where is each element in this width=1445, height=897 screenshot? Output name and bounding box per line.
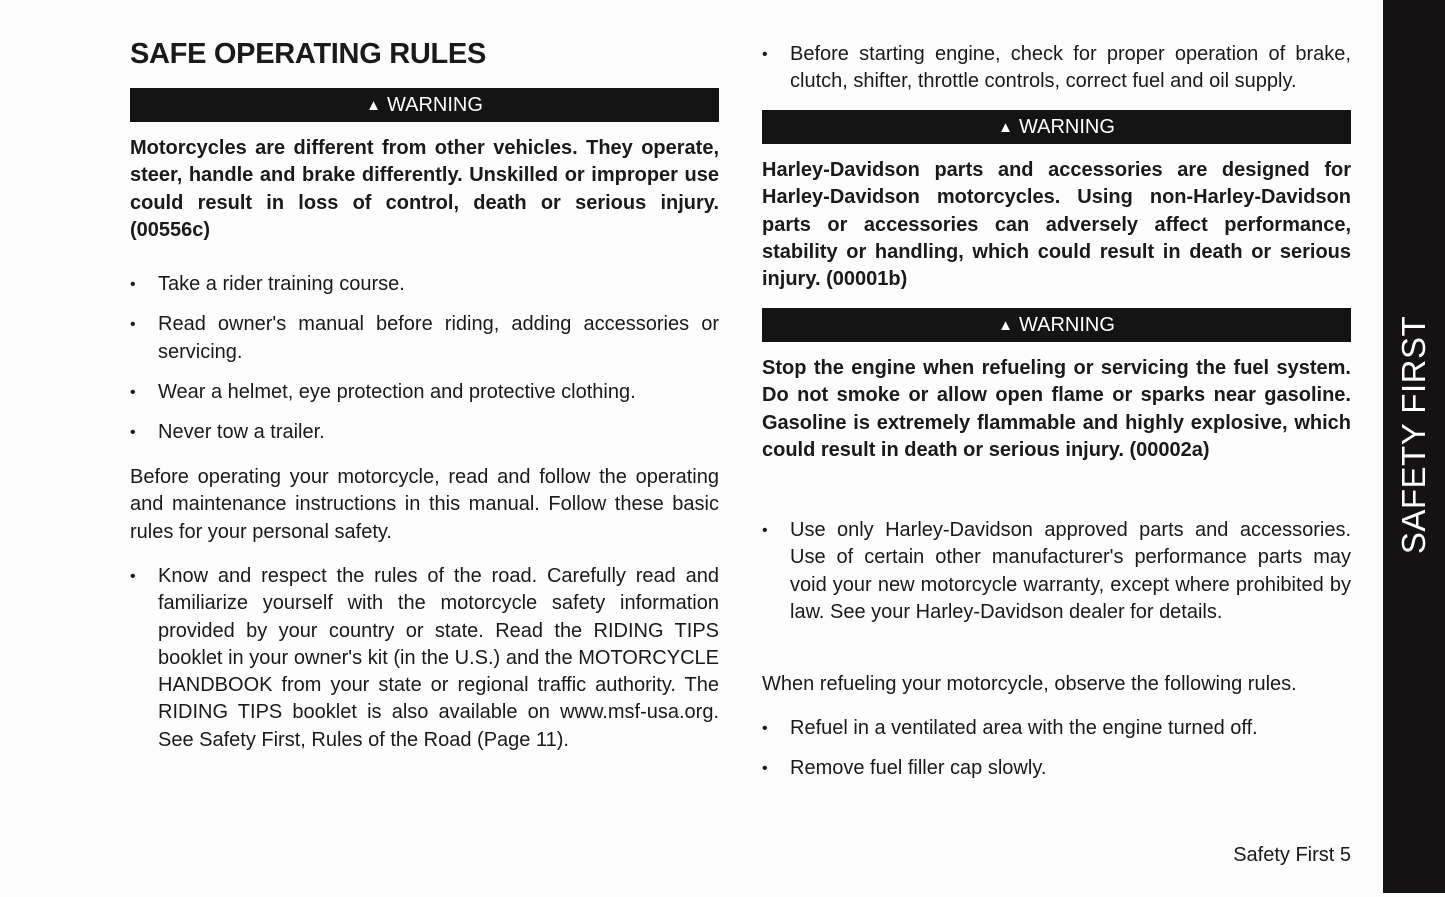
- warning-label: WARNING: [386, 93, 483, 116]
- warning-label: WARNING: [1018, 115, 1115, 138]
- list-item: • Read owner's manual before riding, adding accessories or servicing.: [130, 311, 719, 366]
- warning-banner: [762, 308, 1351, 342]
- parts-list: [762, 517, 1351, 626]
- list-item: • Remove fuel filler cap slowly.: [762, 755, 1351, 782]
- warning-text: Harley-Davidson parts and accessories are designed for Harley-Davidson motorcycles. Using non-Harley-Davidson parts or accessories can adversely affect performance, stability or handling, which could result in death or serious injury. (00001b): [762, 159, 1351, 291]
- warning-triangle-icon: ▲: [366, 96, 381, 114]
- section-side-tab: [1383, 0, 1445, 893]
- list-item: • Know and respect the rules of the road. Carefully read and familiarize yourself with the motorcycle safety information provided by your country or state. Read the RIDING TIPS booklet in your owner's kit (in the U.S.) and the MOTORCYCLE HANDBOOK from your state or regional traffic authority. The RIDING TIPS booklet is also available on www.msf-usa.org. See Safety First, Rules of the Road (Page 11).: [130, 563, 719, 754]
- intro-paragraph: Before operating your motorcycle, read and follow the operating and maintenance instructions in this manual. Follow these basic rules for your personal safety.: [130, 466, 719, 543]
- warning-text: Stop the engine when refueling or servicing the fuel system. Do not smoke or allow open flame or sparks near gasoline. Gasoline is extremely flammable and highly explosive, which could result in death or serious injury. (00002a): [762, 357, 1351, 461]
- list-item: • Never tow a trailer.: [130, 419, 719, 446]
- list-item: • Wear a helmet, eye protection and protective clothing.: [130, 379, 719, 406]
- rules-list: [130, 271, 719, 446]
- refuel-list: [762, 715, 1351, 783]
- page-title: SAFE OPERATING RULES: [130, 38, 486, 70]
- list-item: • Refuel in a ventilated area with the engine turned off.: [762, 715, 1351, 742]
- list-item: • Take a rider training course.: [130, 271, 719, 298]
- refuel-intro: When refueling your motorcycle, observe the following rules.: [762, 673, 1297, 695]
- warning-banner: [762, 110, 1351, 144]
- warning-text: Motorcycles are different from other vehicles. They operate, steer, handle and brake differently. Unskilled or improper use could result in loss of control, death or serious injury. (00556c): [130, 137, 719, 241]
- page-footer: Safety First 5: [1233, 844, 1351, 866]
- road-rules-list: [130, 563, 719, 754]
- warning-label: WARNING: [1018, 313, 1115, 336]
- side-tab-label: SAFETY FIRST: [1395, 315, 1432, 555]
- pre-start-list: [762, 41, 1351, 96]
- warning-triangle-icon: ▲: [998, 118, 1013, 136]
- list-item: • Use only Harley-Davidson approved parts and accessories. Use of certain other manufacturer's performance parts may void your new motorcycle warranty, except where prohibited by law. See your Harley-Davidson dealer for details.: [762, 517, 1351, 626]
- list-item: • Before starting engine, check for proper operation of brake, clutch, shifter, throttle controls, correct fuel and oil supply.: [762, 41, 1351, 96]
- warning-triangle-icon: ▲: [998, 316, 1013, 334]
- warning-banner: [130, 88, 719, 122]
